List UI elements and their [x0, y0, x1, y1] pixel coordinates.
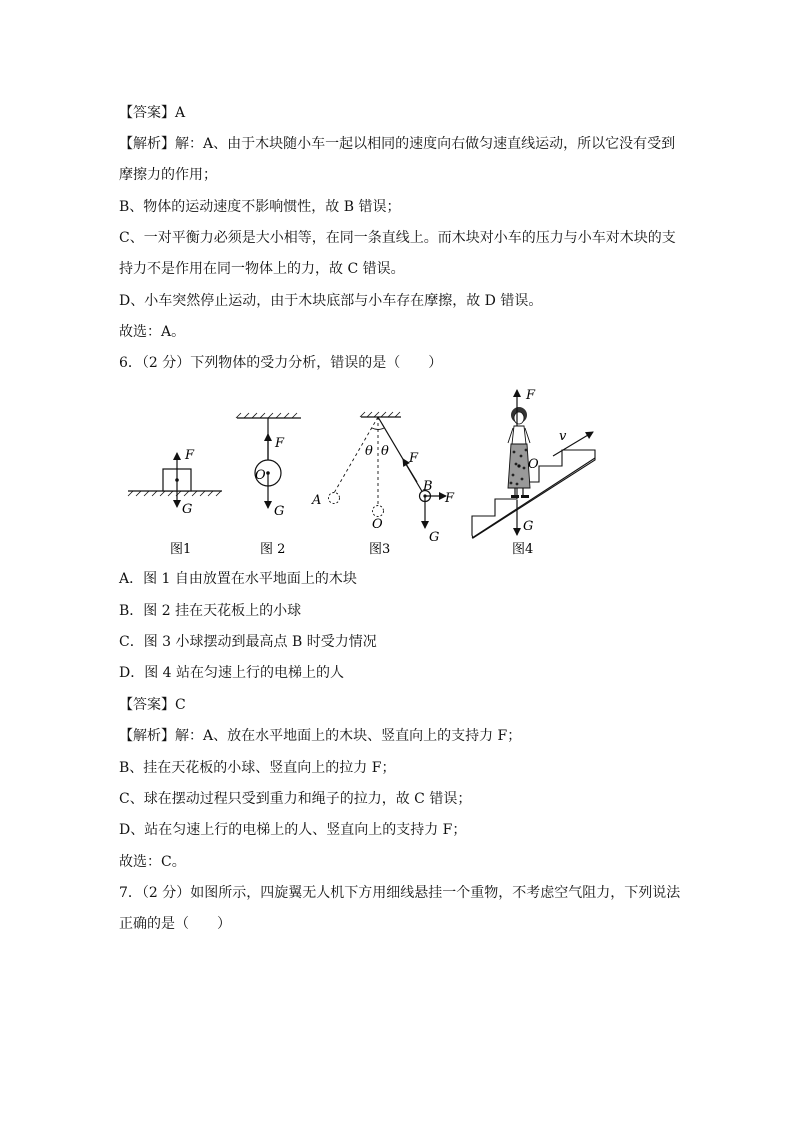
fig3-label-B: B: [423, 479, 433, 494]
answer-q5: 【答案】A: [119, 105, 186, 121]
analysis-q5-conclusion: 故选：A。: [119, 324, 186, 340]
option-a: A．图 1 自由放置在水平地面上的木块: [119, 571, 357, 587]
analysis-q5-line2: 摩擦力的作用；: [119, 167, 217, 183]
fig1-caption: 图1: [170, 542, 192, 557]
figure-4-escalator: [472, 388, 595, 538]
analysis-q5-b: B、物体的运动速度不影响惯性，故 B 错误；: [119, 199, 401, 215]
fig3-label-O: O: [372, 517, 383, 532]
figure-1-block: [128, 448, 222, 517]
fig2-label-G: G: [274, 504, 285, 519]
fig3-caption: 图3: [369, 542, 391, 557]
fig2-label-O: O: [255, 468, 266, 483]
fig3-label-F-right: F: [445, 491, 455, 506]
force-diagram-figure: [125, 380, 605, 558]
question-6-stem: 6．（2 分）下列物体的受力分析，错误的是（ ）: [119, 355, 443, 371]
analysis-q5-c1: C、一对平衡力必须是大小相等，在同一条直线上。而木块对小车的压力与小车对木块的支: [119, 230, 676, 246]
fig3-label-theta-left: θ: [365, 444, 373, 459]
fig2-caption: 图 2: [260, 542, 286, 557]
fig4-caption: 图4: [512, 542, 534, 557]
analysis-q6-conclusion: 故选：C。: [119, 854, 186, 870]
fig1-label-F: F: [185, 448, 195, 463]
option-b: B．图 2 挂在天花板上的小球: [119, 603, 302, 619]
fig4-label-v: v: [559, 429, 567, 444]
question-7-line2: 正确的是（ ）: [119, 916, 231, 932]
fig3-label-F: F: [409, 451, 419, 466]
analysis-q6-d: D、站在匀速上行的电梯上的人、竖直向上的支持力 F；: [119, 822, 467, 838]
figure-2-hanging-ball: [236, 413, 301, 519]
question-7-line1: 7．（2 分）如图所示，四旋翼无人机下方用细线悬挂一个重物，不考虑空气阻力，下列说法: [119, 885, 681, 901]
analysis-q5-line1: 【解析】解：A、由于木块随小车一起以相同的速度向右做匀速直线运动，所以它没有受到: [119, 136, 676, 152]
figure-3-pendulum: [311, 412, 455, 545]
option-d: D．图 4 站在匀速上行的电梯上的人: [119, 665, 345, 681]
analysis-q6-b: B、挂在天花板的小球、竖直向上的拉力 F；: [119, 760, 396, 776]
fig4-label-G: G: [523, 519, 534, 534]
analysis-q5-c2: 持力不是作用在同一物体上的力，故 C 错误。: [119, 261, 405, 277]
analysis-q6-c: C、球在摆动过程只受到重力和绳子的拉力，故 C 错误；: [119, 791, 472, 807]
analysis-q6-line1: 【解析】解：A、放在水平地面上的木块、竖直向上的支持力 F；: [119, 728, 522, 744]
fig4-label-O: O: [528, 457, 539, 472]
fig3-label-A: A: [312, 493, 322, 508]
fig2-label-F: F: [275, 436, 285, 451]
fig4-label-F: F: [526, 388, 536, 403]
analysis-q5-d: D、小车突然停止运动，由于木块底部与小车存在摩擦，故 D 错误。: [119, 293, 543, 309]
option-c: C．图 3 小球摆动到最高点 B 时受力情况: [119, 634, 377, 650]
fig3-label-theta-right: θ: [381, 444, 389, 459]
fig1-label-G: G: [182, 502, 193, 517]
fig3-label-G: G: [429, 530, 440, 545]
answer-q6: 【答案】C: [119, 697, 186, 713]
